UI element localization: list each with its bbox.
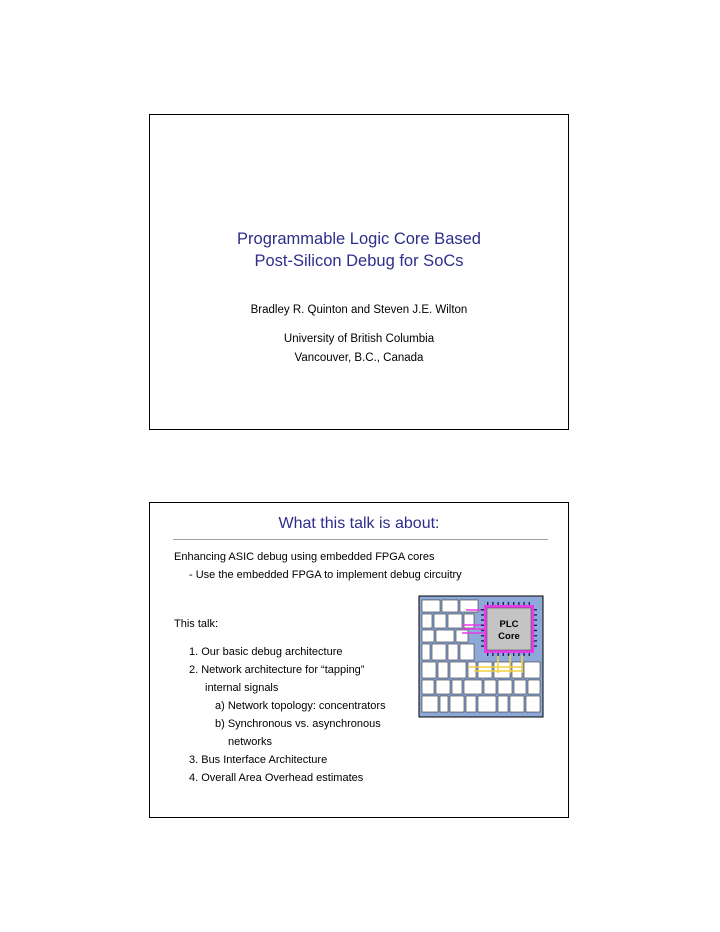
core-pin [481, 619, 484, 620]
logic-block [498, 680, 512, 694]
affiliation-line-1: University of British Columbia [283, 333, 435, 345]
overview-slide [149, 502, 569, 818]
logic-block [450, 662, 466, 678]
logic-block [512, 662, 522, 678]
core-pin [492, 653, 493, 656]
core-pin [518, 653, 519, 656]
core-pin [534, 635, 537, 636]
logic-block [526, 696, 540, 712]
logic-block [440, 696, 448, 712]
logic-block [438, 662, 448, 678]
this-talk-label: This talk: [174, 618, 219, 630]
list-item: internal signals [205, 682, 279, 694]
core-pin [529, 602, 530, 605]
logic-block [478, 662, 492, 678]
list-item: a) Network topology: concentrators [215, 700, 386, 712]
core-pin [492, 602, 493, 605]
logic-block [442, 600, 458, 612]
logic-block [448, 644, 458, 660]
logic-block [422, 696, 438, 712]
logic-block [514, 680, 526, 694]
title-line-2: Post-Silicon Debug for SoCs [254, 252, 464, 270]
list-item: 2. Network architecture for “tapping” [189, 664, 365, 676]
logic-block [422, 600, 440, 612]
core-pin [481, 625, 484, 626]
logic-block [528, 680, 540, 694]
core-pin [481, 609, 484, 610]
core-pin [534, 625, 537, 626]
intro-subpoint: - Use the embedded FPGA to implement debug circuitry [189, 569, 462, 581]
list-item: 3. Bus Interface Architecture [189, 754, 328, 766]
core-pin [481, 640, 484, 641]
logic-block [432, 644, 446, 660]
core-pin [534, 645, 537, 646]
logic-block [460, 644, 474, 660]
list-item: 1. Our basic debug architecture [189, 646, 343, 658]
core-pin [487, 653, 488, 656]
core-pin [513, 653, 514, 656]
core-pin [503, 602, 504, 605]
logic-block [524, 662, 540, 678]
plc-core [481, 602, 537, 656]
logic-block [464, 680, 482, 694]
affiliation-line-2: Vancouver, B.C., Canada [294, 352, 424, 364]
title-slide [149, 114, 569, 430]
slide-title [150, 228, 568, 272]
logic-block [422, 630, 434, 642]
logic-block [478, 696, 496, 712]
logic-block [450, 696, 464, 712]
authors: Bradley R. Quinton and Steven J.E. Wilton [250, 304, 468, 316]
title-line-1: Programmable Logic Core Based [237, 230, 481, 248]
core-pin [497, 602, 498, 605]
logic-block [510, 696, 524, 712]
list-item: 4. Overall Area Overhead estimates [189, 772, 364, 784]
affiliation [150, 330, 568, 368]
logic-block [436, 680, 450, 694]
plc-core-label-line-2: Core [498, 631, 520, 642]
core-pin [481, 630, 484, 631]
logic-block [466, 696, 476, 712]
core-pin [481, 645, 484, 646]
core-pin [508, 602, 509, 605]
logic-block [498, 696, 508, 712]
slide-title: What this talk is about: [278, 515, 440, 532]
core-pin [518, 602, 519, 605]
logic-block [452, 680, 462, 694]
core-pin [529, 653, 530, 656]
core-pin [497, 653, 498, 656]
core-pin [481, 614, 484, 615]
logic-block [422, 644, 430, 660]
logic-block [448, 614, 462, 628]
core-pin [503, 653, 504, 656]
logic-block [422, 614, 432, 628]
core-pin [523, 653, 524, 656]
core-pin [487, 602, 488, 605]
title-divider [173, 539, 548, 540]
logic-block [484, 680, 496, 694]
logic-block [456, 630, 468, 642]
core-pin [481, 635, 484, 636]
core-pin [534, 640, 537, 641]
core-pin [513, 602, 514, 605]
list-item: b) Synchronous vs. asynchronous [215, 718, 381, 730]
list-item: networks [228, 736, 273, 748]
logic-block [422, 662, 436, 678]
intro-text: Enhancing ASIC debug using embedded FPGA cores [174, 551, 435, 563]
core-pin [534, 619, 537, 620]
logic-block [422, 680, 434, 694]
logic-block [436, 630, 454, 642]
core-pin [523, 602, 524, 605]
logic-block [464, 614, 474, 628]
core-pin [508, 653, 509, 656]
logic-block [468, 662, 476, 678]
logic-block [494, 662, 510, 678]
core-pin [534, 609, 537, 610]
core-pin [534, 614, 537, 615]
soc-diagram [418, 595, 544, 719]
logic-block [434, 614, 446, 628]
plc-core-label-line-1: PLC [499, 619, 519, 630]
core-pin [534, 630, 537, 631]
